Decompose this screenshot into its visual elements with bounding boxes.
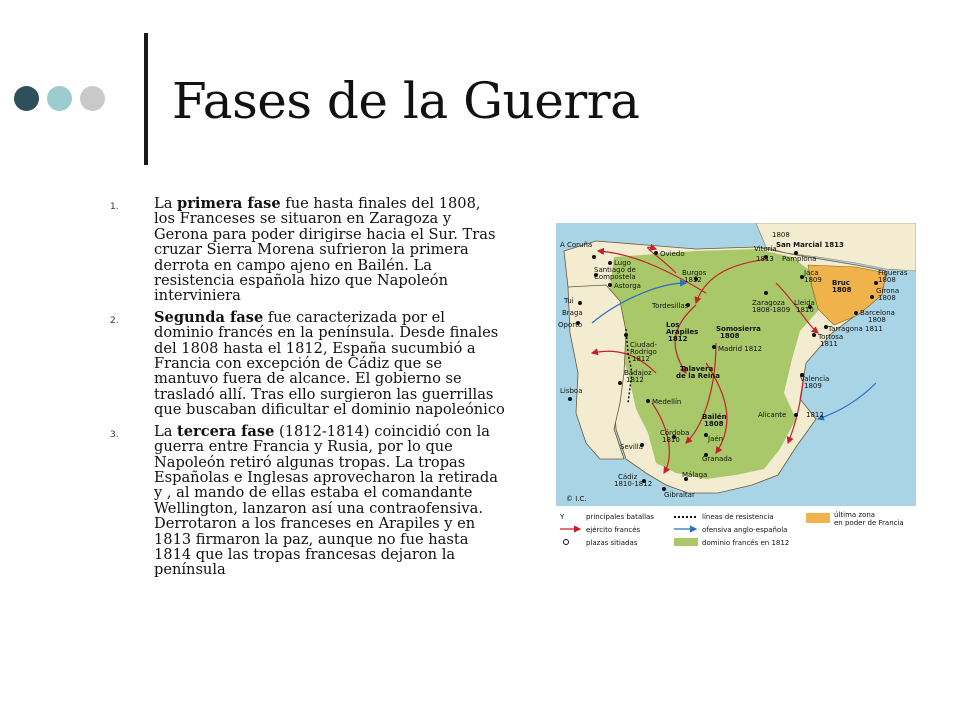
- phase-text: fue caracterizada por el dominio francés en la península. Desde finales del 1808 hasta el 1812, España sucumbió a Francia con excepción de Cádiz que se mantuvo fuera de alcance. El gobierno se trasladó allí. Tras ello surgieron las guerrillas que buscaban dificultar el dominio napoleónico: [154, 308, 505, 419]
- city-label: Alicante: [758, 411, 787, 419]
- battle-symbol-icon: Y: [560, 513, 565, 521]
- city-label: Jaca: [804, 269, 819, 277]
- city-label: 1812: [806, 411, 824, 419]
- battle-label: Bailén: [702, 413, 727, 421]
- phase-lead: La: [154, 422, 178, 440]
- slide-title: Fases de la Guerra: [172, 72, 640, 130]
- city-label: 1808: [878, 276, 896, 284]
- battle-label: 1808: [720, 332, 740, 340]
- border-year: 1808: [772, 231, 790, 239]
- legend-offensive: ofensiva anglo-española: [702, 526, 788, 534]
- city-label: Tui: [564, 297, 574, 305]
- city-label: 1810: [796, 306, 814, 314]
- city-label: Medellín: [652, 398, 682, 406]
- city-label: Oviedo: [660, 250, 685, 258]
- city-label: Madrid 1812: [718, 345, 763, 353]
- city-label: Oporto: [558, 321, 583, 329]
- battle-label: de la Reina: [676, 372, 720, 380]
- city-label: Braga: [562, 309, 583, 317]
- battle-label: 1812: [668, 335, 688, 343]
- city-label: Astorga: [614, 282, 641, 290]
- phase-item-1: [110, 196, 505, 304]
- city-label: Badajoz: [624, 369, 652, 377]
- phase-text: fue hasta finales del 1808, los Franceses se situaron en Zaragoza y Gerona para poder dirigirse hacia el Sur. Tras cruzar Sierra Morena sufrieron la primera derrota en campo ajeno en Bailén. La resistencia española hizo que Napoleón interviniera: [154, 195, 496, 305]
- city-label: 1809: [804, 276, 822, 284]
- phases-list: [110, 196, 505, 584]
- legend-besieged: plazas sitiadas: [586, 539, 638, 547]
- city-label: Tarragona 1811: [828, 325, 883, 333]
- dot-gray: [80, 86, 105, 111]
- decorative-dots: [14, 86, 105, 111]
- city-label: Figueras: [878, 269, 908, 277]
- legend-french-army: ejército francés: [586, 526, 641, 534]
- city-label: Rodrigo: [630, 348, 657, 356]
- phase-item-2: [110, 310, 505, 418]
- city-label: Sevilla: [620, 443, 644, 451]
- legend-domain: dominio francés en 1812: [702, 539, 790, 547]
- city-label: Girona: [876, 287, 900, 295]
- city-label: Pamplona: [782, 255, 817, 263]
- city-label: Tortosa: [818, 333, 844, 341]
- war-map-svg: [556, 223, 916, 551]
- copyright: © I.C.: [566, 495, 587, 503]
- legend-resistance: líneas de resistencia: [702, 513, 774, 521]
- legend-last-zone: en poder de Francia: [834, 519, 904, 527]
- city-label: 1812: [626, 376, 644, 384]
- dot-teal: [47, 86, 72, 111]
- domain-swatch: [674, 538, 698, 546]
- battle-label: Bruc: [832, 279, 850, 287]
- city-label: 1812: [684, 276, 702, 284]
- city-label: Cádiz: [618, 473, 638, 481]
- city-label: Gibraltar: [664, 491, 695, 499]
- phase-text: (1812-1814) coincidió con la guerra entre Francia y Rusia, por lo que Napoleón retiró algunas tropas. La tropas Españolas e Inglesas aprovecharon la retirada y , al mando de ellas estaba el comandante Wellington, lanzaron así una contraofensiva. Derrotaron a los franceses en Arapiles y en 1813 firmaron la paz, aunque no fue hasta 1814 que las tropas francesas dejaron la península: [154, 422, 498, 579]
- city-label: Granada: [702, 455, 733, 463]
- city-label: 1813: [756, 255, 774, 263]
- city-label: Zaragoza: [752, 299, 785, 307]
- city-label: Málaga: [682, 471, 708, 479]
- city-label: Barcelona: [860, 309, 895, 317]
- dot-dark: [14, 86, 39, 111]
- city-label: 1810: [662, 436, 680, 444]
- phase-number: 3.: [110, 429, 119, 440]
- phase-keyword: Segunda fase: [154, 308, 264, 326]
- city-label: Burgos: [682, 269, 707, 277]
- city-label: Jaén: [708, 435, 724, 443]
- city-label: 1808: [868, 316, 886, 324]
- title-divider: [144, 33, 148, 165]
- battle-label: Los: [666, 321, 680, 329]
- battle-label: Arapiles: [666, 328, 699, 336]
- city-label: Valencia: [800, 375, 830, 383]
- city-label: 1808: [878, 294, 896, 302]
- phase-number: 2.: [110, 315, 119, 326]
- city-label: Santiago de: [594, 266, 636, 274]
- city-label: A Coruña: [560, 241, 593, 249]
- phase-item-3: [110, 424, 505, 578]
- city-label: 1808-1809: [752, 306, 791, 314]
- phase-keyword: tercera fase: [177, 422, 275, 440]
- city-label: 1809: [804, 382, 822, 390]
- legend-last-zone: última zona: [834, 511, 876, 519]
- war-map: [556, 223, 916, 551]
- city-label: Vitoria: [754, 245, 777, 253]
- city-label: 1812: [632, 355, 650, 363]
- battle-label: Somosierra: [716, 325, 761, 333]
- phase-lead: La: [154, 195, 178, 212]
- city-label: Lugo: [614, 259, 631, 267]
- battle-label: 1808: [832, 286, 852, 294]
- city-label: 1811: [820, 340, 838, 348]
- last-zone-swatch: [806, 513, 830, 523]
- city-label: Tordesillas: [652, 302, 689, 310]
- city-label: Lisboa: [560, 387, 583, 395]
- city-label: 1810-1812: [614, 480, 653, 488]
- legend-battles: principales batallas: [586, 513, 654, 521]
- phase-number: 1.: [110, 202, 119, 212]
- city-label: Lleida: [794, 299, 815, 307]
- city-label: Ciudad-: [630, 341, 657, 349]
- battle-label: San Marcial 1813: [776, 241, 844, 249]
- battle-label: Talavera: [680, 365, 714, 373]
- phase-keyword: primera fase: [177, 195, 281, 212]
- battle-label: 1808: [704, 420, 724, 428]
- city-label: Córdoba: [660, 429, 690, 437]
- city-label: Compostela: [594, 273, 636, 281]
